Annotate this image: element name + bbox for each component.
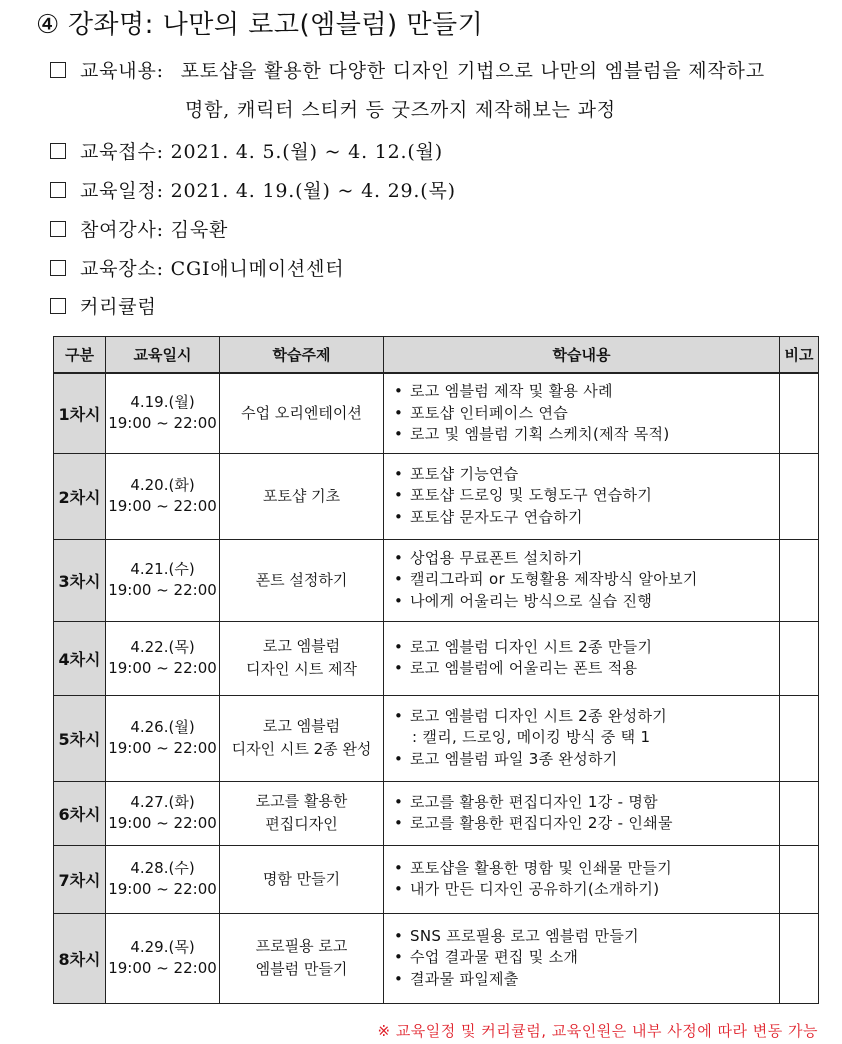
bullet-icon: • [394,969,404,988]
date-text: 4.22.(목) [130,638,195,656]
list-item [394,403,779,425]
topic-cell [220,695,384,781]
list-item-text: 로고 엠블럼 파일 3종 완성하기 [410,749,618,768]
list-item [394,548,779,570]
session-cell: 7차시 [54,845,106,913]
list-item [394,969,779,991]
table-row [54,781,819,845]
list-item-text: 내가 만든 디자인 공유하기(소개하기) [410,880,660,898]
list-item [394,464,779,486]
topic-cell [220,845,384,913]
info-content-row [50,56,765,83]
table-row [54,453,819,539]
content-cell [384,845,780,913]
place-value: CGI애니메이션센터 [170,258,345,280]
topic-cell [220,781,384,845]
bullet-icon: • [394,858,404,877]
topic-line2: 디자인 시트 제작 [246,660,357,678]
note-cell [780,781,819,845]
header-topic: 학습주제 [220,337,384,374]
list-item-text: 로고 엠블럼 디자인 시트 2종 완성하기 [410,706,668,725]
date-cell [106,453,220,539]
date-text: 4.26.(월) [130,718,195,736]
note-cell [780,373,819,453]
header-note: 비고 [780,337,819,374]
note-cell [780,539,819,621]
content-label: 교육내용: [80,60,164,82]
session-cell: 5차시 [54,695,106,781]
list-item [394,381,779,403]
content-cell [384,539,780,621]
time-text: 19:00 ~ 22:00 [108,880,217,898]
info-place-row [50,254,344,281]
topic-cell [220,539,384,621]
place-label: 교육장소: [80,258,164,280]
table-row [54,539,819,621]
list-item-text: 결과물 파일제출 [410,969,519,988]
bullet-icon: • [394,814,404,832]
date-text: 4.19.(월) [130,393,195,412]
apply-value: 2021. 4. 5.(월) ~ 4. 12.(월) [170,141,443,163]
instructor-value: 김욱환 [170,219,229,241]
table-row [54,845,819,913]
bullet-icon: • [394,570,404,589]
schedule-value: 2021. 4. 19.(월) ~ 4. 29.(목) [170,180,456,202]
header-session: 구분 [54,337,106,374]
list-item [394,749,779,771]
content-list [394,858,779,901]
content-cell [384,373,780,453]
checkbox-icon [50,298,66,314]
list-item [394,879,779,901]
course-title [36,4,483,41]
list-item [394,569,779,591]
header-date: 교육일시 [106,337,220,374]
content-line1: 포토샵을 활용한 다양한 디자인 기법으로 나만의 엠블럼을 제작하고 [180,60,765,82]
header-content: 학습내용 [384,337,780,374]
list-item-text: 로고를 활용한 편집디자인 1강 - 명함 [410,792,658,811]
time-text: 19:00 ~ 22:00 [108,497,217,515]
session-cell: 6차시 [54,781,106,845]
list-item [394,424,779,446]
topic-line2: 디자인 시트 2종 완성 [231,740,372,758]
time-text: 19:00 ~ 22:00 [108,659,217,677]
topic-cell [220,453,384,539]
info-instructor-row [50,215,228,242]
content-list [394,464,779,529]
table-header-row [54,337,819,374]
session-cell: 8차시 [54,913,106,1003]
content-cell [384,621,780,695]
bullet-icon: • [394,706,404,725]
list-item [394,926,779,948]
bullet-icon: • [394,507,404,526]
bullet-icon: • [394,591,404,610]
date-cell [106,373,220,453]
list-item-text: 캘리그라피 or 도형활용 제작방식 알아보기 [410,570,698,589]
list-item-text: 로고를 활용한 편집디자인 2강 - 인쇄물 [410,814,673,832]
content-list [394,637,779,680]
list-item-text: 수업 결과물 편집 및 소개 [410,948,579,967]
content-list [394,792,779,835]
footnote: ※ 교육일정 및 커리큘럼, 교육인원은 내부 사정에 따라 변동 가능 [377,1022,818,1040]
list-item [394,858,779,880]
date-cell [106,781,220,845]
title-text: 강좌명: 나만의 로고(엠블럼) 만들기 [67,10,484,40]
table-row [54,621,819,695]
bullet-icon: • [394,749,404,768]
topic-cell [220,913,384,1003]
list-item-text: 상업용 무료폰트 설치하기 [410,548,583,567]
topic-line1: 명함 만들기 [262,869,341,888]
session-cell: 2차시 [54,453,106,539]
bullet-icon: • [394,948,404,967]
topic-line1: 수업 오리엔테이션 [241,403,362,422]
list-item [394,507,779,529]
checkbox-icon [50,62,66,78]
list-item-text: SNS 프로필용 로고 엠블럼 만들기 [410,926,639,945]
date-text: 4.21.(수) [130,560,195,578]
list-item [394,658,779,680]
content-list [394,381,779,446]
checkbox-icon [50,260,66,276]
list-item [394,591,779,613]
bullet-icon: • [394,659,404,677]
bullet-icon: • [394,880,404,898]
topic-line2: 엠블럼 만들기 [255,960,348,978]
note-cell [780,453,819,539]
list-item [394,637,779,659]
checkbox-icon [50,221,66,237]
checkbox-icon [50,182,66,198]
content-cell [384,695,780,781]
date-text: 4.20.(화) [130,476,195,494]
list-item-text: 로고 엠블럼에 어울리는 폰트 적용 [410,659,638,677]
curriculum-label: 커리큘럼 [80,296,157,318]
content-list [394,706,779,771]
list-item [394,792,779,814]
content-list [394,548,779,613]
topic-line1: 로고 엠블럼 [262,717,341,735]
title-number: ④ [36,10,60,40]
list-subitem: : 캘리, 드로잉, 메이킹 방식 중 택 1 [412,728,651,747]
topic-line1: 포토샵 기초 [262,486,341,505]
list-item [394,706,779,728]
note-cell [780,913,819,1003]
session-cell: 4차시 [54,621,106,695]
list-item [394,947,779,969]
list-item-text: 로고 및 엠블럼 기획 스케치(제작 목적) [410,425,670,443]
content-list [394,926,779,991]
bullet-icon: • [394,403,404,422]
time-text: 19:00 ~ 22:00 [108,414,217,433]
bullet-icon: • [394,464,404,483]
list-item-text: 포토샵 문자도구 연습하기 [410,507,583,526]
list-item [394,813,779,835]
list-item-text: 로고 엠블럼 제작 및 활용 사례 [410,382,613,400]
info-schedule-row [50,176,456,203]
list-item [394,485,779,507]
bullet-icon: • [394,926,404,945]
list-item-text: 로고 엠블럼 디자인 시트 2종 만들기 [410,637,653,656]
date-text: 4.29.(목) [130,938,195,956]
topic-cell [220,373,384,453]
date-cell [106,913,220,1003]
topic-cell [220,621,384,695]
info-curriculum-row [50,292,157,319]
bullet-icon: • [394,382,404,400]
content-line2: 명함, 캐릭터 스티커 등 굿즈까지 제작해보는 과정 [185,99,616,121]
topic-line1: 로고를 활용한 [255,792,348,810]
session-cell: 3차시 [54,539,106,621]
note-cell [780,845,819,913]
table-row [54,373,819,453]
apply-label: 교육접수: [80,141,164,163]
list-item-text: 포토샵 드로잉 및 도형도구 연습하기 [410,486,653,505]
table-row [54,913,819,1003]
date-cell [106,621,220,695]
schedule-label: 교육일정: [80,180,164,202]
note-cell [780,621,819,695]
curriculum-table [53,336,819,1004]
topic-line1: 프로필용 로고 [255,937,348,955]
bullet-icon: • [394,792,404,811]
date-cell [106,695,220,781]
date-text: 4.28.(수) [130,859,195,877]
session-cell: 1차시 [54,373,106,453]
topic-line1: 로고 엠블럼 [262,637,341,655]
list-item-text: 포토샵을 활용한 명함 및 인쇄물 만들기 [410,858,672,877]
checkbox-icon [50,143,66,159]
date-cell [106,845,220,913]
list-item-text: 포토샵 기능연습 [410,464,519,483]
topic-line2: 편집디자인 [265,815,338,833]
time-text: 19:00 ~ 22:00 [108,739,217,757]
bullet-icon: • [394,486,404,505]
table-row [54,695,819,781]
content-cell [384,453,780,539]
date-cell [106,539,220,621]
content-cell [384,781,780,845]
bullet-icon: • [394,425,404,443]
date-text: 4.27.(화) [130,793,195,811]
list-item-text: 나에게 어울리는 방식으로 실습 진행 [410,591,653,610]
info-apply-row [50,137,443,164]
time-text: 19:00 ~ 22:00 [108,959,217,977]
time-text: 19:00 ~ 22:00 [108,814,217,832]
topic-line1: 폰트 설정하기 [255,570,348,589]
list-item-text: 포토샵 인터페이스 연습 [410,403,569,422]
time-text: 19:00 ~ 22:00 [108,581,217,599]
bullet-icon: • [394,548,404,567]
note-cell [780,695,819,781]
content-cell [384,913,780,1003]
instructor-label: 참여강사: [80,219,164,241]
bullet-icon: • [394,637,404,656]
